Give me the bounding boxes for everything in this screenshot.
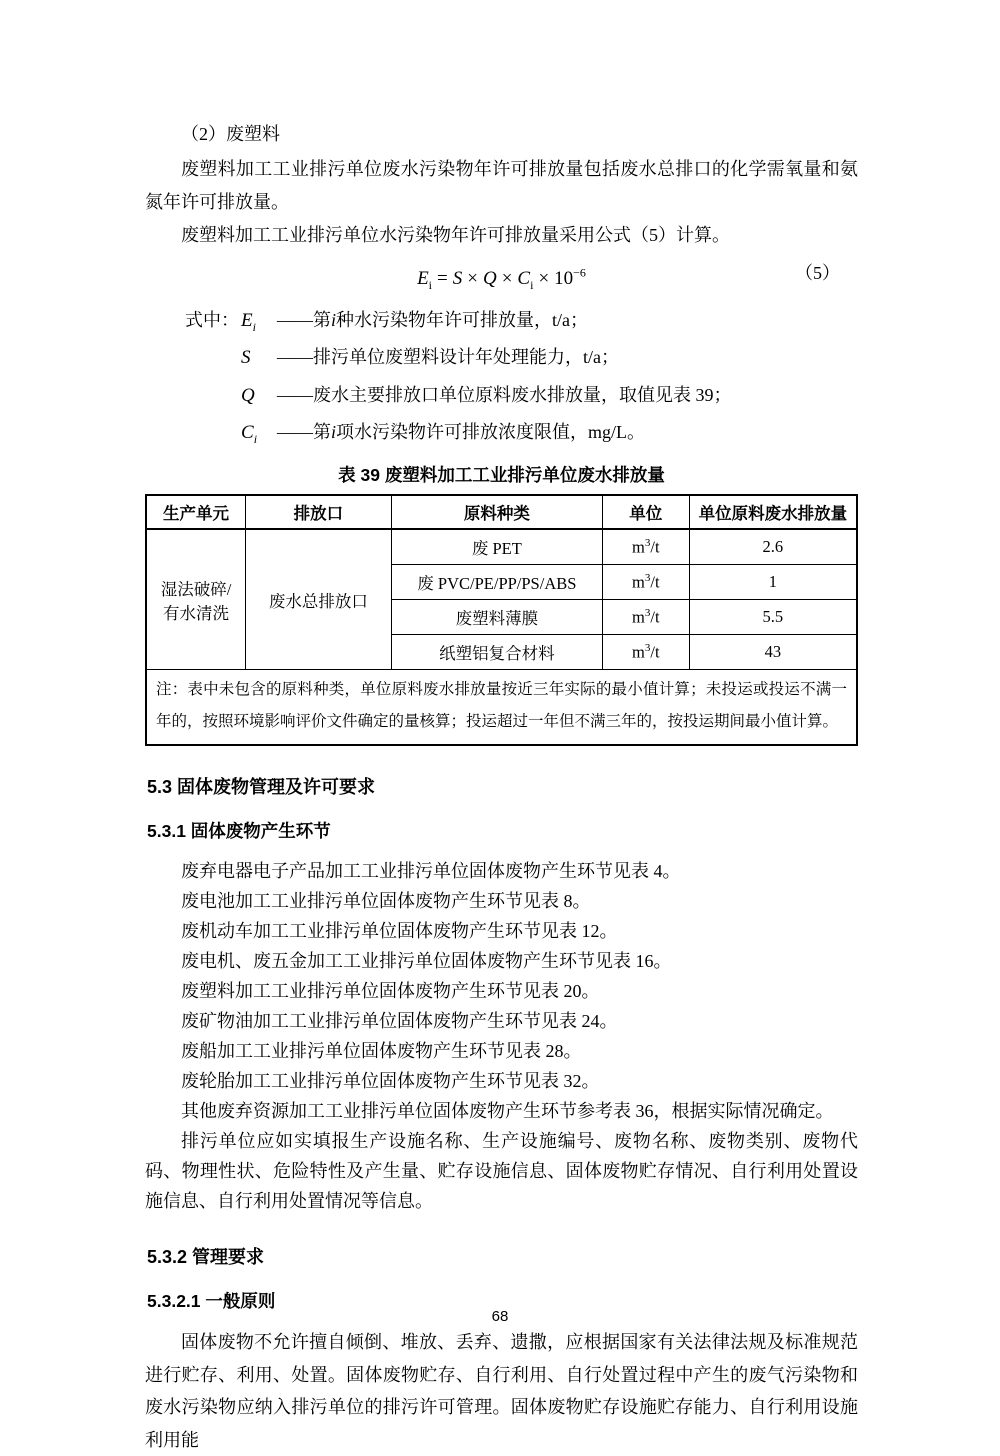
paragraph-table16: 废电机、废五金加工工业排污单位固体废物产生环节见表 16。 <box>181 951 672 972</box>
paragraph-reporting-requirements: 排污单位应如实填报生产设施名称、生产设施编号、废物名称、废物类别、废物代码、物理性状、危险特性及产生量、贮存设施信息、固体废物贮存情况、自行利用处置设施信息、自行利用处置情况等信息。 <box>145 1131 858 1212</box>
legend-var-E <box>241 306 277 342</box>
unit-base: m <box>632 572 645 592</box>
cell-material: 废 PET <box>391 529 602 565</box>
legend-var-Q <box>241 381 277 417</box>
unit-superscript: 3 <box>644 642 651 655</box>
paragraph-table8: 废电池加工工业排污单位固体废物产生环节见表 8。 <box>181 891 591 912</box>
legend-var-symbol: S <box>241 347 251 369</box>
page-number: 68 <box>491 1308 509 1325</box>
legend-var-symbol: C <box>241 422 254 444</box>
legend-var-S <box>241 343 277 379</box>
formula-var-S: S <box>452 268 463 290</box>
cell-unit <box>602 600 689 635</box>
formula-legend-line <box>185 380 858 417</box>
legend-desc <box>277 347 619 367</box>
header-discharge-per-unit: 单位原料废水排放量 <box>689 495 857 529</box>
formula-var-C: C <box>517 268 531 290</box>
paragraph-intro-1: 废塑料加工工业排污单位废水污染物年许可排放量包括废水总排口的化学需氧量和氨氮年许可排放量。 <box>145 159 858 212</box>
section-heading-5-3-2: 5.3.2 管理要求 <box>147 1247 265 1268</box>
unit-superscript: 3 <box>644 607 651 620</box>
header-production-unit: 生产单元 <box>146 495 246 529</box>
header-material-type: 原料种类 <box>391 495 602 529</box>
legend-desc-italic-i: i <box>331 422 337 443</box>
legend-lead: 式中： <box>185 310 239 331</box>
paragraph-table32: 废轮胎加工工业排污单位固体废物产生环节见表 32。 <box>181 1071 600 1092</box>
paragraph-table20: 废塑料加工工业排污单位固体废物产生环节见表 20。 <box>181 981 600 1002</box>
cell-material: 纸塑铝复合材料 <box>391 635 602 670</box>
legend-desc-text: ——第 <box>277 422 331 443</box>
paragraph-table36: 其他废弃资源加工工业排污单位固体废物产生环节参考表 36，根据实际情况确定。 <box>181 1101 834 1122</box>
legend-desc-italic-i: i <box>331 310 337 331</box>
legend-var-C <box>241 418 277 454</box>
legend-var-symbol: Q <box>241 384 255 406</box>
formula-legend <box>145 305 858 454</box>
cell-value: 43 <box>689 635 857 670</box>
table-header-row <box>146 495 857 529</box>
section-heading-5-3-1: 5.3.1 固体废物产生环节 <box>147 821 331 842</box>
table-row <box>146 529 857 565</box>
unit-superscript: 3 <box>644 572 651 585</box>
cell-production-unit: 湿法破碎/有水清洗 <box>146 529 246 670</box>
cell-value: 5.5 <box>689 600 857 635</box>
table-note-row <box>146 670 857 746</box>
cell-material: 废 PVC/PE/PP/PS/ABS <box>391 565 602 600</box>
unit-base: m <box>632 607 645 627</box>
formula-sub-i: i <box>428 278 433 293</box>
cell-value: 2.6 <box>689 529 857 565</box>
header-unit: 单位 <box>602 495 689 529</box>
legend-desc-text: 种水污染物年许可排放量，t/a； <box>336 310 589 331</box>
formula-equals: = <box>437 268 448 290</box>
cell-value: 1 <box>689 565 857 600</box>
paragraph-intro-2: 废塑料加工工业排污单位水污染物年许可排放量采用公式（5）计算。 <box>181 225 730 245</box>
paragraph-table12: 废机动车加工工业排污单位固体废物产生环节见表 12。 <box>181 921 618 942</box>
formula-var-E: E <box>417 268 429 290</box>
unit-denominator: /t <box>650 607 660 627</box>
formula-legend-line <box>185 417 858 454</box>
formula-sub-i: i <box>530 278 534 293</box>
legend-desc <box>277 422 645 442</box>
unit-denominator: /t <box>650 537 660 557</box>
unit-denominator: /t <box>650 642 660 662</box>
table-note: 注：表中未包含的原料种类，单位原料废水排放量按近三年实际的最小值计算；未投运或投运不满一年的，按照环境影响评价文件确定的量核算；投运超过一年但不满三年的，按投运期间最小值计算。 <box>146 670 857 746</box>
section-heading-5-3: 5.3 固体废物管理及许可要求 <box>147 777 376 798</box>
paragraph-table28: 废船加工工业排污单位固体废物产生环节见表 28。 <box>181 1041 582 1062</box>
legend-desc <box>277 385 732 405</box>
cell-unit <box>602 529 689 565</box>
unit-superscript: 3 <box>644 537 651 550</box>
unit-base: m <box>632 642 645 662</box>
header-outlet: 排放口 <box>246 495 392 529</box>
formula-times: × <box>467 268 478 290</box>
formula-expression <box>417 266 586 293</box>
legend-desc-text: ——排污单位废塑料设计年处理能力，t/a； <box>277 347 619 368</box>
cell-outlet: 废水总排放口 <box>246 529 392 670</box>
paragraph-general-principles: 固体废物不允许擅自倾倒、堆放、丢弃、遗撒，应根据国家有关法律法规及标准规范进行贮存、利用、处置。固体废物贮存、自行利用、自行处置过程中产生的废气污染物和废水污染物应纳入排污单位的排污许可管理。固体废物贮存设施贮存能力、自行利用设施利用能 <box>145 1332 858 1450</box>
table-39-title: 表 39 废塑料加工工业排污单位废水排放量 <box>338 465 665 486</box>
formula-legend-line <box>185 342 858 379</box>
formula-base-10: 10 <box>554 268 574 290</box>
formula-number-label: （5） <box>795 263 840 283</box>
legend-var-symbol: E <box>241 310 253 332</box>
legend-desc-text: ——第 <box>277 310 331 331</box>
unit-denominator: /t <box>650 572 660 592</box>
legend-desc <box>277 310 588 330</box>
formula-var-Q: Q <box>482 268 497 290</box>
legend-desc-text: ——废水主要排放口单位原料废水排放量，取值见表 39； <box>277 384 732 405</box>
table-39 <box>145 494 858 746</box>
cell-unit <box>602 565 689 600</box>
unit-base: m <box>632 537 645 557</box>
formula-times: × <box>538 268 550 290</box>
legend-var-subscript: i <box>252 319 256 334</box>
legend-var-subscript: i <box>253 431 258 446</box>
section-heading-5-3-2-1: 5.3.2.1 一般原则 <box>147 1291 276 1312</box>
formula-5 <box>145 255 858 303</box>
formula-legend-line <box>185 305 858 342</box>
formula-times: × <box>501 268 513 290</box>
legend-desc-text: 项水污染物许可排放浓度限值，mg/L。 <box>336 422 646 443</box>
cell-material: 废塑料薄膜 <box>391 600 602 635</box>
paragraph-table4: 废弃电器电子产品加工工业排污单位固体废物产生环节见表 4。 <box>181 861 681 882</box>
item-heading-waste-plastic: （2）废塑料 <box>181 124 280 144</box>
cell-unit <box>602 635 689 670</box>
formula-exponent: −6 <box>573 266 586 280</box>
paragraph-table24: 废矿物油加工工业排污单位固体废物产生环节见表 24。 <box>181 1011 618 1032</box>
